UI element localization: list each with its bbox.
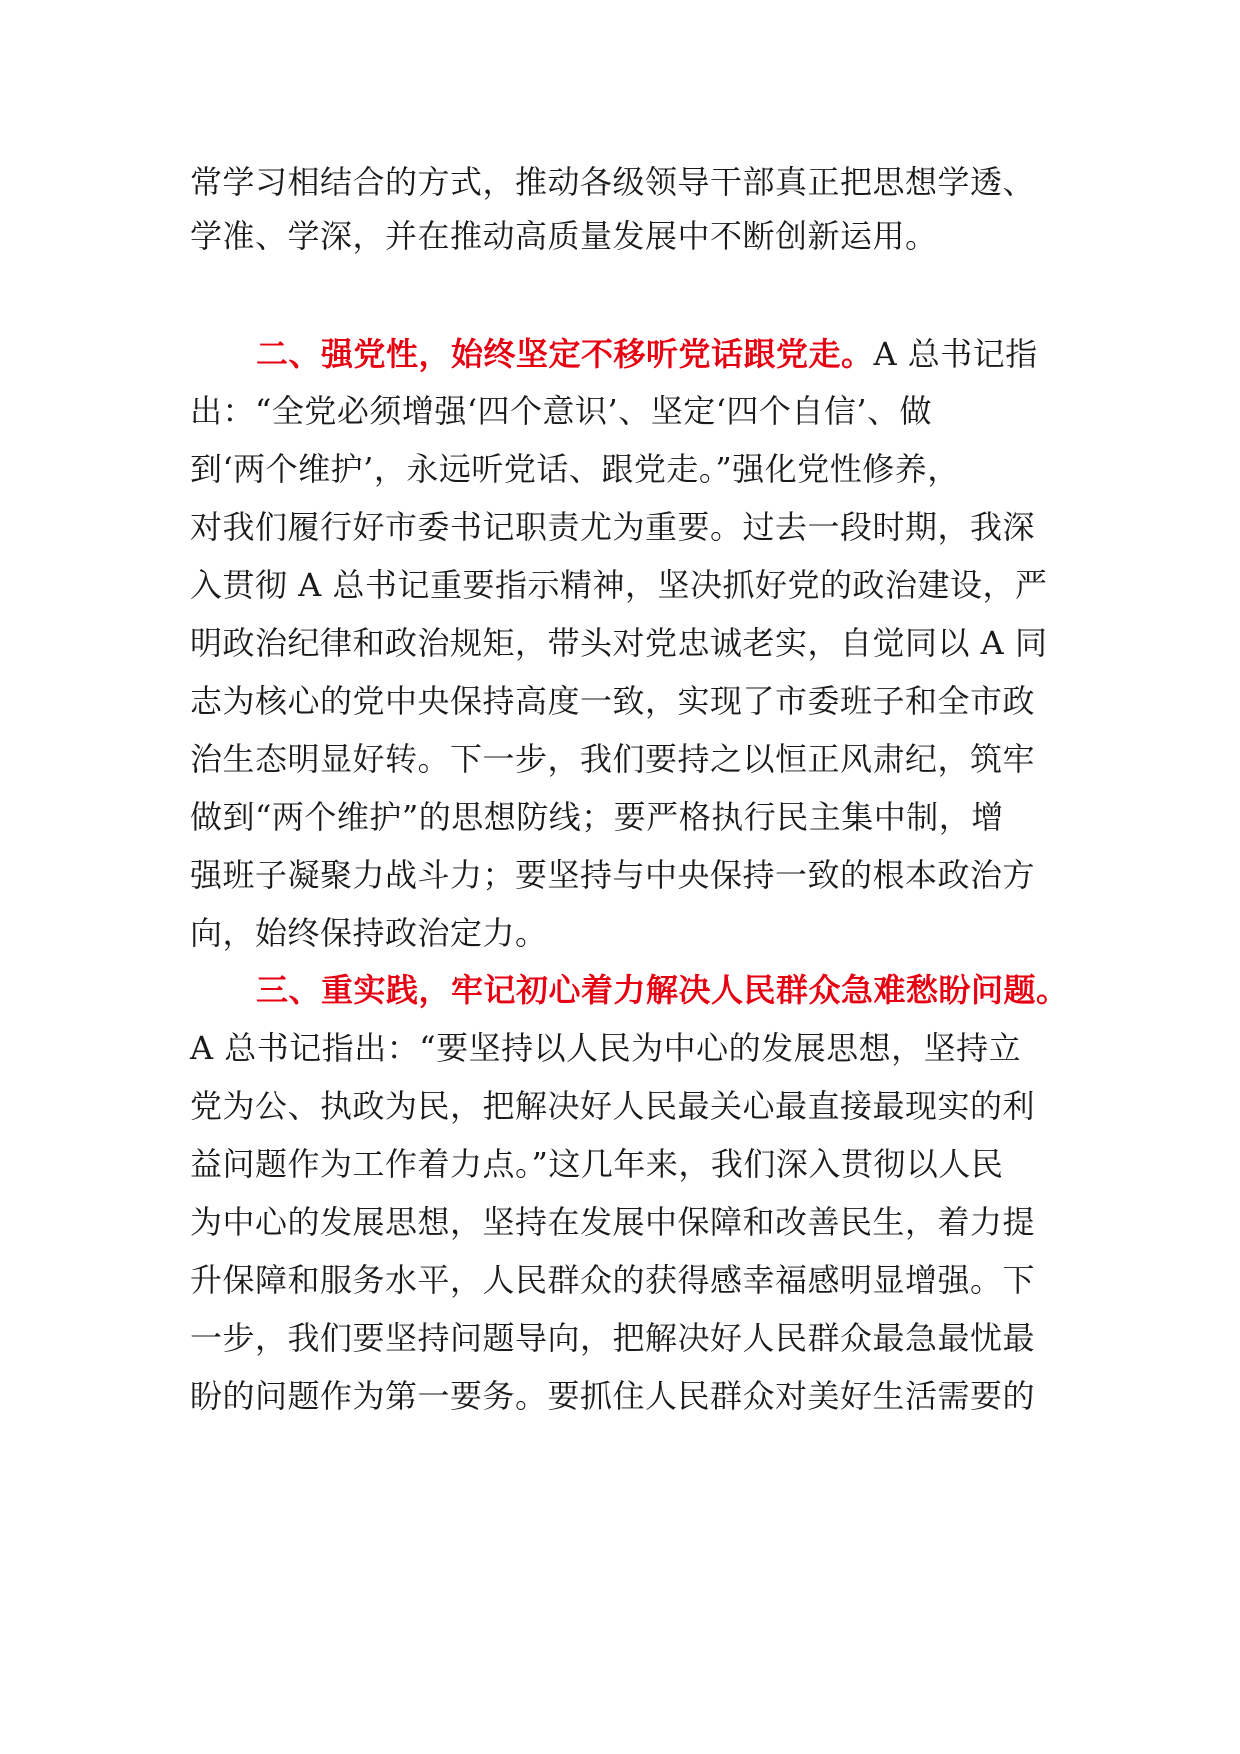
paragraph-line: 到‘两个维护’，永远听党话、跟党走。”强化党性修养， [190,450,960,488]
paragraph-line: 为中心的发展思想，坚持在发展中保障和改善民生，着力提 [190,1203,1036,1241]
paragraph-line: 明政治纪律和政治规矩，带头对党忠诚老实，自觉同以 A 同 [190,624,1048,662]
paragraph-line: 学准、学深，并在推动高质量发展中不断创新运用。 [190,217,938,255]
paragraph-line: 盼的问题作为第一要务。要抓住人民群众对美好生活需要的 [190,1377,1036,1415]
paragraph-line: 益问题作为工作着力点。”这几年来，我们深入贯彻以人民 [190,1145,1004,1183]
paragraph-line: 常学习相结合的方式，推动各级领导干部真正把思想学透、 [190,163,1036,201]
paragraph-line: 升保障和服务水平，人民群众的获得感幸福感明显增强。下 [190,1261,1036,1299]
paragraph-line: 对我们履行好市委书记职责尤为重要。过去一段时期，我深 [190,508,1036,546]
paragraph-line: 出：“全党必须增强‘四个意识’、坚定‘四个自信’、做 [190,392,933,430]
section-3-heading: 三、重实践，牢记初心着力解决人民群众急难愁盼问题。 [256,971,1069,1009]
section-2-heading: 二、强党性，始终坚定不移听党话跟党走。 [256,335,874,373]
section-2-first-line-text: A 总书记指 [873,335,1038,373]
paragraph-line: 一步，我们要坚持问题导向，把解决好人民群众最急最忧最 [190,1319,1036,1357]
paragraph-line: 强班子凝聚力战斗力；要坚持与中央保持一致的根本政治方 [190,856,1036,894]
paragraph-line: 向，始终保持政治定力。 [190,914,548,952]
section-2-first-line [256,334,1038,374]
paragraph-line: A 总书记指出：“要坚持以人民为中心的发展思想，坚持立 [190,1029,1022,1067]
paragraph-line: 入贯彻 A 总书记重要指示精神，坚决抓好党的政治建设，严 [190,566,1048,604]
paragraph-line: 治生态明显好转。下一步，我们要持之以恒正风肃纪，筑牢 [190,740,1036,778]
paragraph-line: 做到“两个维护”的思想防线；要严格执行民主集中制，增 [190,798,1004,836]
paragraph-line: 志为核心的党中央保持高度一致，实现了市委班子和全市政 [190,682,1036,720]
paragraph-line: 党为公、执政为民，把解决好人民最关心最直接最现实的利 [190,1087,1036,1125]
